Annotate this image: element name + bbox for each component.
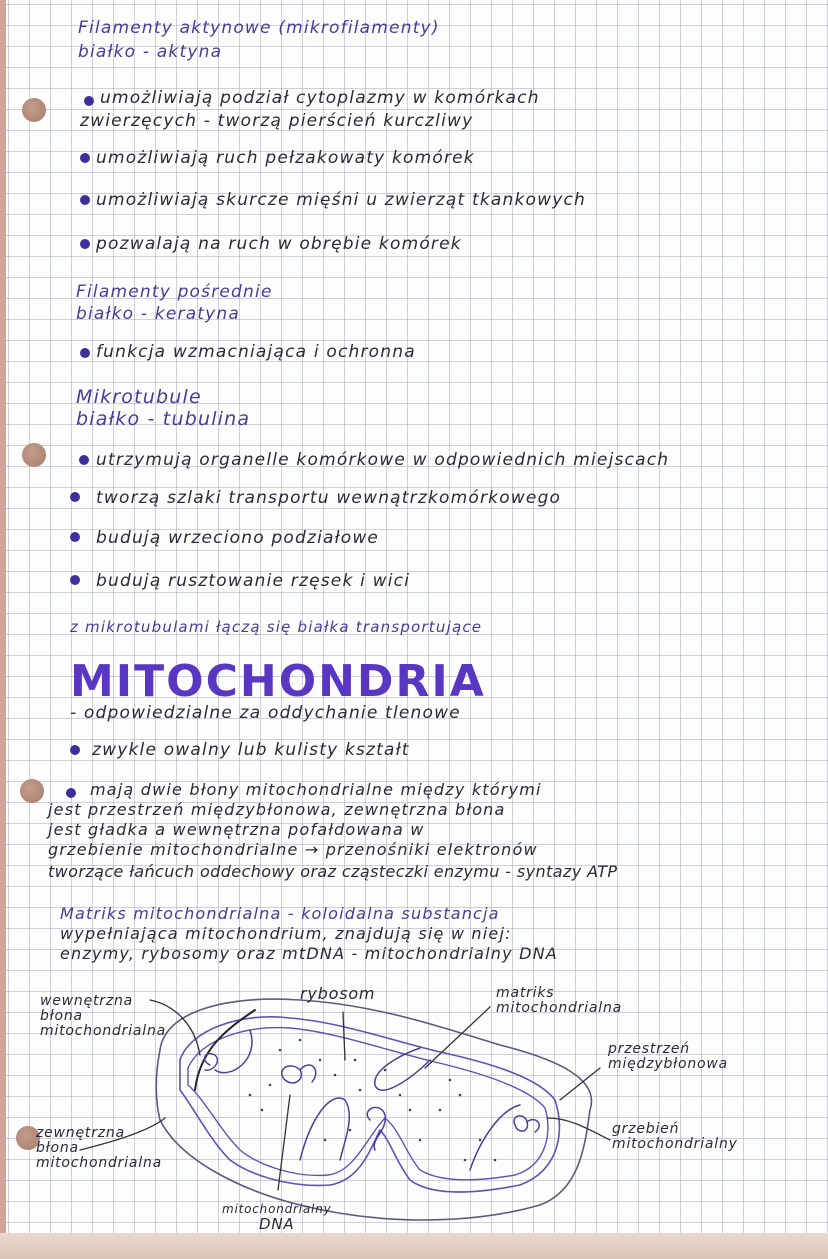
bullet-icon <box>84 96 94 106</box>
bullet-text: umożliwiają skurcze mięśni u zwierząt tkankowych <box>96 190 587 210</box>
section-title-microtubules: Mikrotubule <box>76 386 202 408</box>
label-line: międzybłonowa <box>608 1056 729 1072</box>
bullet-text: zwykle owalny lub kulisty kształt <box>92 740 410 760</box>
protein-tubulin: białko - tubulina <box>76 408 251 430</box>
punch-hole <box>22 98 46 122</box>
label-intermembrane-space <box>608 1042 728 1072</box>
label-outer-membrane <box>36 1126 162 1171</box>
label-line: DNA <box>259 1215 295 1233</box>
label-matrix <box>496 986 622 1016</box>
matrix-line: Matriks mitochondrialna - koloidalna substancja <box>60 904 500 923</box>
mitochondria-intro: - odpowiedzialne za oddychanie tlenowe <box>70 703 461 723</box>
bullet-icon <box>70 575 80 585</box>
label-crista <box>612 1122 738 1152</box>
bullet-text: pozwalają na ruch w obrębie komórek <box>96 234 462 254</box>
label-line: zewnętrzna <box>36 1125 125 1141</box>
bullet-icon <box>80 195 90 205</box>
protein-keratin: białko - keratyna <box>76 304 241 324</box>
mitochondrion-diagram <box>0 980 828 1240</box>
bullet-text: umożliwiają podział cytoplazmy w komórkach <box>100 88 540 108</box>
bullet-text: budują wrzeciono podziałowe <box>96 528 380 548</box>
bullet-text: funkcja wzmacniająca i ochronna <box>96 342 416 362</box>
section-title-microfilaments: Filamenty aktynowe (mikrofilamenty) <box>78 18 440 38</box>
bullet-text: umożliwiają ruch pełzakowaty komórek <box>96 148 475 168</box>
bullet-icon <box>80 153 90 163</box>
membranes-line: tworzące łańcuch oddechowy oraz cząsteczki enzymu - syntazy ATP <box>48 862 618 881</box>
bullet-icon <box>80 239 90 249</box>
label-line: mitochondrialny <box>222 1202 332 1216</box>
bullet-icon <box>80 348 90 358</box>
bullet-text: utrzymują organelle komórkowe w odpowiednich miejscach <box>96 450 670 470</box>
bullet-icon <box>70 492 80 502</box>
label-line: mitochondrialna <box>40 1023 167 1039</box>
label-line: błona <box>40 1008 83 1024</box>
label-ribosome <box>300 986 375 1001</box>
bullet-icon <box>70 745 80 755</box>
membranes-line: mają dwie błony mitochondrialne między którymi <box>90 780 542 799</box>
label-line: mitochondrialna <box>36 1155 163 1171</box>
microtubules-note: z mikrotubulami łączą się białka transportujące <box>70 618 483 636</box>
label-mtdna <box>222 1202 332 1232</box>
protein-actin: białko - aktyna <box>78 42 223 62</box>
label-line: rybosom <box>300 984 376 1003</box>
label-line: mitochondrialna <box>496 1000 623 1016</box>
label-line: błona <box>36 1140 79 1156</box>
matrix-line: wypełniająca mitochondrium, znajdują się w niej: <box>60 924 512 943</box>
label-line: przestrzeń <box>608 1041 690 1057</box>
label-line: mitochondrialny <box>612 1136 738 1152</box>
bullet-text: tworzą szlaki transportu wewnątrzkomórkowego <box>96 488 562 508</box>
membranes-line: grzebienie mitochondrialne → przenośniki elektronów <box>48 840 538 859</box>
bullet-icon <box>66 788 76 798</box>
bullet-text: budują rusztowanie rzęsek i wici <box>96 571 411 591</box>
label-inner-membrane <box>40 994 166 1039</box>
punch-hole <box>20 779 44 803</box>
bullet-icon <box>70 532 80 542</box>
section-title-intermediate: Filamenty pośrednie <box>76 282 273 302</box>
matrix-line: enzymy, rybosomy oraz mtDNA - mitochondrialny DNA <box>60 944 558 963</box>
membranes-line: jest przestrzeń międzybłonowa, zewnętrzna błona <box>48 800 506 819</box>
label-line: grzebień <box>612 1121 680 1137</box>
label-line: wewnętrzna <box>40 993 134 1009</box>
bullet-icon <box>79 455 89 465</box>
membranes-line: jest gładka a wewnętrzna pofałdowana w <box>48 820 425 839</box>
bullet-text-continued: zwierzęcych - tworzą pierścień kurczliwy <box>80 111 474 131</box>
label-line: matriks <box>496 985 555 1001</box>
page-heading-mitochondria: MITOCHONDRIA <box>70 656 486 707</box>
punch-hole <box>22 443 46 467</box>
